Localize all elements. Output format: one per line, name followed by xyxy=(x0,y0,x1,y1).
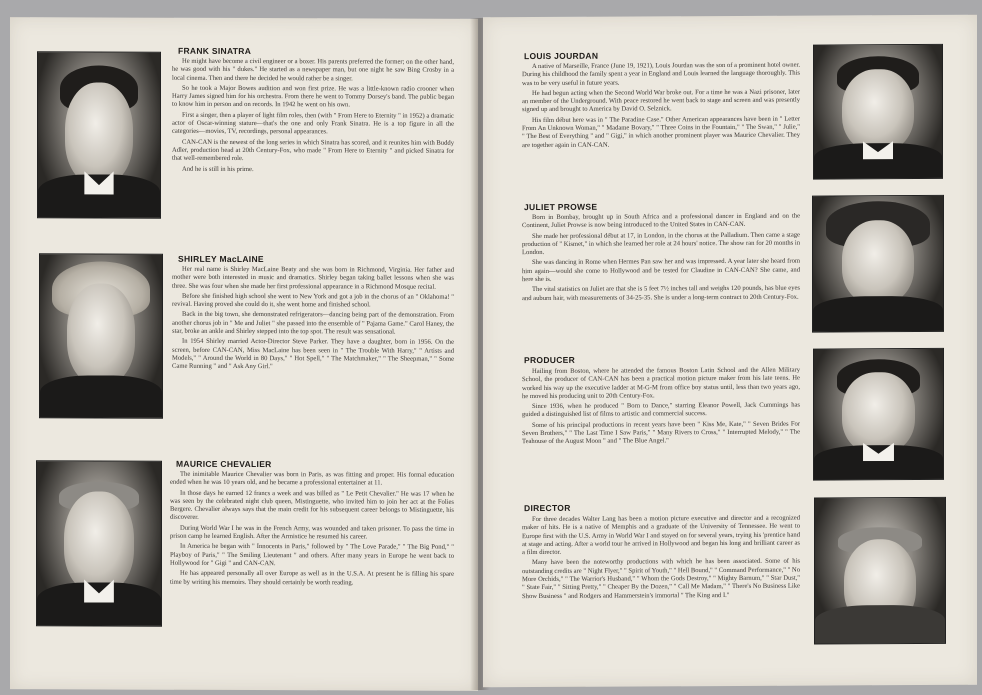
right-page xyxy=(483,15,977,688)
maurice-chevalier-photo xyxy=(36,460,162,626)
paragraph: Since 1936, when he produced " Born to Dance," starring Eleanor Powell, Jack Cummings has guided a distinguished list of films to artistic and commercial success. xyxy=(522,401,800,419)
paragraph: And he is still in his prime. xyxy=(182,165,254,173)
paragraph: She made her professional début at 17, in London, in the chorus at the Palladium. Then came a stage production of " Kismet," in which she learned her role at 24 hours' notice. The show ran for 20 months in London. xyxy=(522,231,800,257)
paragraph: First a singer, then a player of light film roles, then (with " From Here to Eternity " in 1952) a dramatic actor of Oscar-winning stature—that's the one and only Frank Sinatra. He is a top figure in all the categories—movies, TV, recordings, personal appearances. xyxy=(172,111,454,136)
paragraph: In 1954 Shirley married Actor-Director Steve Parker. They have a daughter, born in 1956. On the screen, before CAN-CAN, Miss MacLaine has been seen in " The Trouble With Harry," " Artists and Models," " Around the World in 80 Days," " Hot Spell," " The Matchmaker," " The Sheepman," " Some Came Running " and " Ask Any Girl." xyxy=(172,338,454,371)
producer-text xyxy=(522,367,800,449)
shirley-maclaine-text xyxy=(172,266,454,375)
paragraph: His film début here was in " The Paradine Case." Other American appearances have been in " Letter From An Unknown Woman," " Madame Bovary," " Three Coins in the Fountain," " The Swan," " Julie," " The Best of Everything " and " Gigi," in which another prominent player was Maurice Chevalier. They are together again in CAN-CAN. xyxy=(522,115,800,149)
frank-sinatra-photo xyxy=(37,51,161,218)
paragraph: Before she finished high school she went to New York and got a job in the chorus of an " Oklahoma! " revival. Having proved she could do it, she went home and finished school. xyxy=(172,292,454,309)
frank-sinatra-text xyxy=(172,58,454,177)
paragraph: In America he began with " Innocents in Paris," followed by " The Love Parade," " The Big Pond," " Playboy of Paris," " The Smiling Lieutenant " and others. After many years in Europe he went back to Hollywood for " Gigi " and CAN-CAN. xyxy=(170,543,454,568)
shirley-maclaine-heading: SHIRLEY MacLAINE xyxy=(178,253,264,265)
director-heading: DIRECTOR xyxy=(524,502,571,514)
paragraph: He had begun acting when the Second World War broke out. For a time he was a Nazi prisoner, later an member of the Underground. With peace restored he went back to stage and screen and was presently signed up and brought to America by David O. Selznick. xyxy=(522,88,800,114)
director-text xyxy=(522,515,800,603)
maurice-chevalier-heading: MAURICE CHEVALIER xyxy=(176,458,272,470)
paragraph: Hailing from Boston, where he attended the famous Boston Latin School and the Allen Military School, the producer of CAN-CAN has been a practical motion picture maker from his late teens. He worked his way up the executive ladder at M-G-M from office boy status until, less than two years ago, he moved his producing unit to 20th Century-Fox. xyxy=(522,366,800,400)
director-photo xyxy=(814,497,946,645)
paragraph: Back in the big town, she demonstrated refrigerators—dancing being part of the demonstration. From another chorus job in " Me and Juliet " she passed into the ensemble of " Pajama Game." Carol Haney, the star, broke an ankle and Shirley stepped into the top spot. The result was sensational. xyxy=(172,311,454,336)
louis-jourdan-photo xyxy=(813,44,943,180)
left-page xyxy=(10,17,478,691)
paragraph: He might have become a civil engineer or a boxer. His parents preferred the former; on the other hand, he was good with his " dukes." He started as a newspaper man, but one night he saw Bing Crosby in a local cinema. Then and there he decided he would rather be a singer. xyxy=(172,57,454,82)
paragraph: A native of Marseille, France (June 19, 1921), Louis Jourdan was the son of a prominent hotel owner. During his childhood the family spent a year in England and Louis learned the language thoroughly. This was to be very useful in future years. xyxy=(522,61,800,87)
paragraph: During World War I he was in the French Army, was wounded and taken prisoner. To pass the time in prison camp he learned English. After the Armistice he resumed his career. xyxy=(170,524,454,541)
paragraph: The inimitable Maurice Chevalier was born in Paris, as was fitting and proper. His formal education ended when he was 10 years old, and he became a professional entertainer at 11. xyxy=(170,470,454,487)
paragraph: Born in Bombay, brought up in South Africa and a professional dancer in England and on the Continent, Juliet Prowse is now being introduced to the United States in CAN-CAN. xyxy=(522,212,800,230)
louis-jourdan-text xyxy=(522,62,800,152)
paragraph: Many have been the noteworthy productions with which he has been associated. Some of his outstanding credits are " Night Flyer," " Spirit of Youth," " Hell Bound," " Command Performance," " No More Orchids," " The Warrior's Husband," " Whom the Gods Destroy," " Mighty Barnum," " Star Dust," " State Fair," " Sitting Pretty," " Cheaper By the Dozen," " Call Me Madam," " There's No Business Like Show Business " and Rodgers and Hammerstein's immortal " The King and I." xyxy=(522,558,800,600)
paragraph: He has appeared personally all over Europe as well as in the U.S.A. At present he is filling his spare time by writing his memoirs. They should certainly be worth reading. xyxy=(170,570,454,586)
paragraph: In those days he earned 12 francs a week and was billed as " Le Petit Chevalier." He was 17 when he was seen by the celebrated night club queen, Mistinguette, who invited him to join her act at the Folies Bergere. Chevalier always says that the main credit for his subsequent career belongs to Mistinguette, his discoverer. xyxy=(170,489,454,522)
producer-heading: PRODUCER xyxy=(524,354,576,366)
maurice-chevalier-text xyxy=(170,471,454,590)
paragraph: She was dancing in Rome when Hermes Pan saw her and was impressed. A year later she heard from him again—would she come to Hollywood and be tested for Claudine in CAN-CAN? She came, and here she is. xyxy=(522,258,800,284)
producer-photo xyxy=(813,348,944,481)
louis-jourdan-heading: LOUIS JOURDAN xyxy=(524,50,599,62)
paragraph: For three decades Walter Lang has been a motion picture executive and director and a recognized maker of hits. He is a native of Memphis and a graduate of the University of Tennessee. He went to Europe first with the U.S. Army in World War I and stayed on for several years, trying his 'prentice hand at stage and acting. After a world tour he arrived in Hollywood and began his long and brilliant career as a film director. xyxy=(522,514,800,557)
paragraph: The vital statistics on Juliet are that she is 5 feet 7½ inches tall and weighs 120 pounds, has blue eyes and auburn hair, with measurements of 34-25-35. She is under a long-term contract to 20th Century-Fox. xyxy=(522,285,800,302)
paragraph: Some of his principal productions in recent years have been " Kiss Me, Kate," " Seven Brides For Seven Brothers," " The Last Time I Saw Paris," " Many Rivers to Cross," " Interrupted Melody," " The Teahouse of the August Moon " and " The Blue Angel." xyxy=(522,420,800,446)
paragraph: So he took a Major Bowes audition and won first prize. He was a little-known radio crooner when Harry James signed him for his orchestra. From there he went to Tommy Dorsey's band. The public began to know him in person and on records. In 1942 he went on his own. xyxy=(172,84,454,109)
juliet-prowse-text xyxy=(522,213,800,305)
juliet-prowse-heading: JULIET PROWSE xyxy=(524,201,598,213)
juliet-prowse-photo xyxy=(812,195,944,333)
frank-sinatra-heading: FRANK SINATRA xyxy=(178,45,252,57)
paragraph: Her real name is Shirley MacLaine Beaty and she was born in Richmond, Virginia. Her father and mother were both interested in music and dramatics. Shirley began taking ballet lessons when she was three. She was four when she made her first professional appearance in a Richmond Mosque recital. xyxy=(172,265,454,291)
shirley-maclaine-photo xyxy=(39,253,163,418)
paragraph: CAN-CAN is the newest of the long series in which Sinatra has scored, and it reunites him with Buddy Adler, production head at 20th Century-Fox, who made " From Here to Eternity " and picked Sinatra for that well-remembered role. xyxy=(172,138,454,163)
